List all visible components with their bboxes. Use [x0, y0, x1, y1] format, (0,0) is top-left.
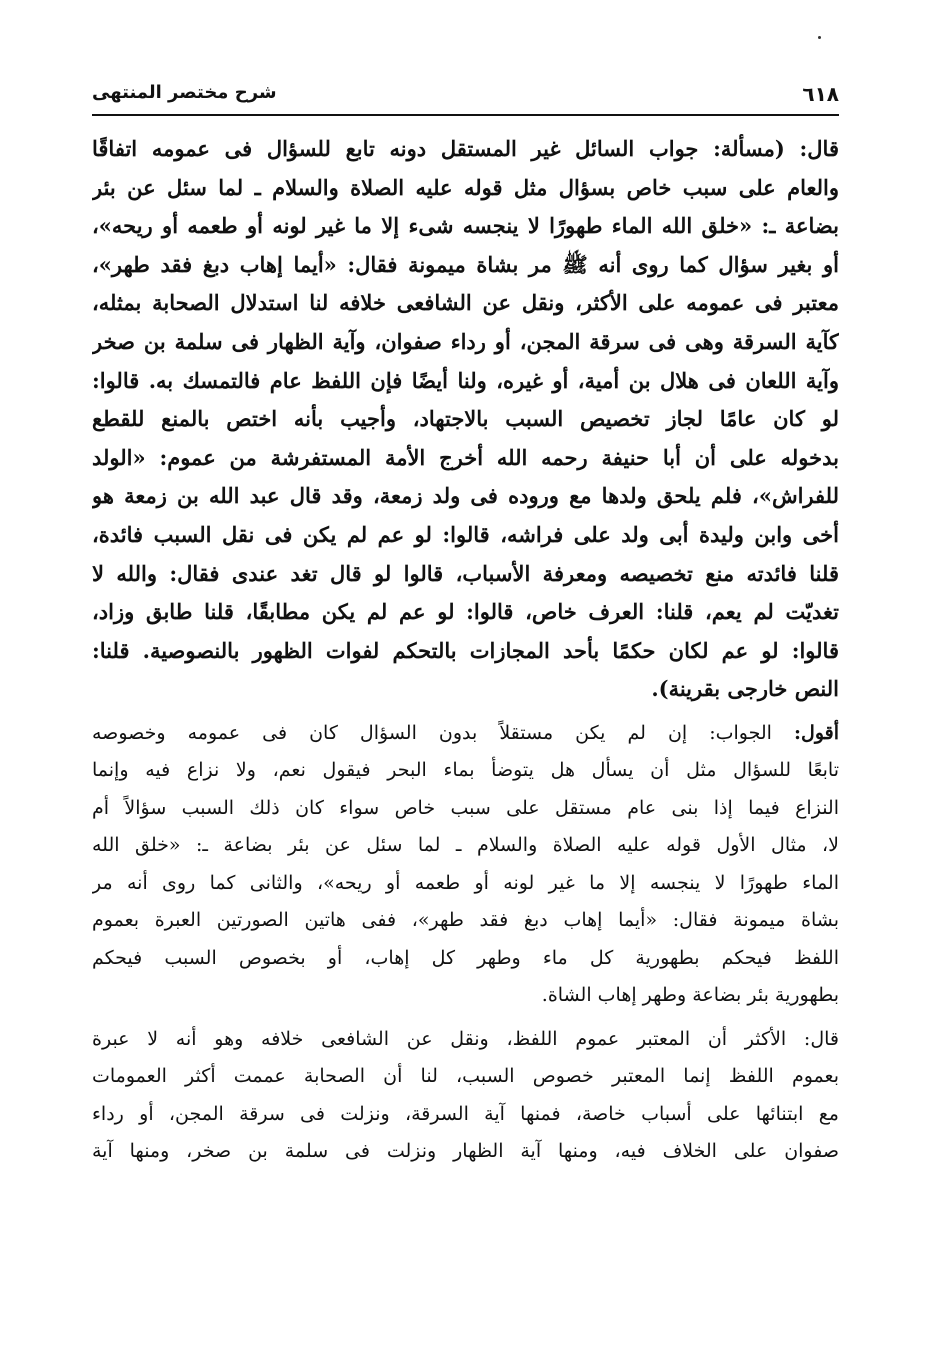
page-body	[92, 130, 839, 1177]
commentary-paragraph	[92, 715, 839, 1015]
text-line: لا، مثال الأول قوله عليه الصلاة والسلام ـ لما سئل عن بئر بضاعة ـ: «خلق الله	[92, 834, 839, 857]
text-line: الماء طهورًا لا ينجسه إلا ما غير لونه أو طعمه أو ريحه»، والثانى كما روى أنه مر	[92, 871, 839, 894]
text-line: النزاع فيما إذا بنى عام مستقل على سبب خاص سواء كان ذلك السبب سؤالاً أم	[92, 796, 839, 819]
page-number: ٦١٨	[802, 82, 839, 106]
text-line: أخى وابن وليدة أبى ولد على فراشه، قالوا: لو عم لم يكن فى نقل السبب فائدة،	[92, 521, 839, 547]
text-line: بطهورية بئر بضاعة وطهر إهاب الشاة.	[541, 984, 839, 1007]
text-line: صفوان على الخلاف فيه، ومنها آية الظهار ونزلت فى سلمة بن صخر، ومنها آية	[92, 1140, 839, 1163]
scan-speck	[818, 36, 821, 39]
text-line: النص خارجى بقرينة).	[651, 676, 839, 702]
matn-paragraph	[92, 130, 839, 709]
text-line: وآية اللعان فى هلال بن أمية، أو غيره، ولنا أيضًا فإن اللفظ عام فالتمسك به. قالوا:	[92, 367, 839, 393]
text-line	[92, 715, 839, 753]
text-line: أو بغير سؤال كما روى أنه ﷺ مر بشاة ميمونة فقال: «أيما إهاب دبغ فقد طهر»،	[92, 251, 839, 277]
text-line: بدخوله على أن أبا حنيفة رحمه الله أخرج الأمة المستفرشة من عموم: «الولد	[92, 444, 839, 470]
running-title: شرح مختصر المنتهى	[92, 82, 277, 103]
running-header	[92, 78, 839, 116]
text-line: اللفظ فيحكم بطهورية كل ماء وطهر كل إهاب، أو بخصوص السبب فيحكم	[92, 946, 839, 969]
text-line: تغديّت لم يعم، قلنا: العرف خاص، قالوا: لو عم لم يكن مطابقًا، قلنا طابق وزاد،	[92, 599, 839, 625]
text-line: كآية السرقة وهى فى سرقة المجن، أو رداء صفوان، وآية الظهار فى سلمة بن صخر	[92, 328, 839, 354]
text-line: تابعًا للسؤال مثل أن يسأل هل يتوضأ بماء البحر فيقول نعم، ولا نزاع فيه وإنما	[92, 759, 839, 782]
text-line: قلنا فائدته منع تخصيصه ومعرفة الأسباب، قالوا لو قال تغد عندى فقال: والله لا	[92, 560, 839, 586]
text-line: معتبر فى عمومه على الأكثر، ونقل عن الشافعى خلافه لنا استدلال الصحابة بمثله،	[92, 290, 839, 316]
text-line: للفراش»، فلم يلحق ولدها مع وروده فى ولد زمعة، وقد قال عبد الله بن زمعة هو	[92, 483, 839, 509]
text-line: بضاعة ـ: «خلق الله الماء طهورًا لا ينجسه شىء إلا ما غير لونه أو طعمه أو ريحه»،	[92, 213, 839, 239]
commentary-first-line: الجواب: إن لم يكن مستقلاً بدون السؤال كان فى عمومه وخصوصه	[92, 721, 772, 744]
text-line: والعام على سبب خاص بسؤال مثل قوله عليه الصلاة والسلام ـ لما سئل عن بئر	[92, 174, 839, 200]
text-line: بعموم اللفظ إنما المعتبر خصوص السبب، لنا أن الصحابة عممت أكثر العمومات	[92, 1065, 839, 1088]
text-line: مع ابتنائها على أسباب خاصة، فمنها آية السرقة، ونزلت فى سرقة المجن، أو رداء	[92, 1102, 839, 1125]
text-line: قالوا: لو عم لكان حكمًا بأحد المجازات بالتحكم لفوات الظهور بالنصوصية. قلنا:	[92, 637, 839, 663]
commentary-lead: أقول:	[794, 721, 839, 744]
commentary-paragraph-2	[92, 1021, 839, 1171]
text-line: بشاة ميمونة فقال: «أيما إهاب دبغ فقد طهر»، ففى هاتين الصورتين العبرة بعموم	[92, 909, 839, 932]
text-line: قال: (مسألة: جواب السائل غير المستقل دونه تابع للسؤال فى عمومه اتفاقًا	[92, 136, 839, 161]
text-line: قال: الأكثر أن المعتبر عموم اللفظ، ونقل عن الشافعى خلافه وهو أنه لا عبرة	[92, 1027, 839, 1050]
text-line: لو كان عامًا لجاز تخصيص السبب بالاجتهاد، وأجيب بأنه اختص بالمنع للقطع	[92, 406, 839, 432]
